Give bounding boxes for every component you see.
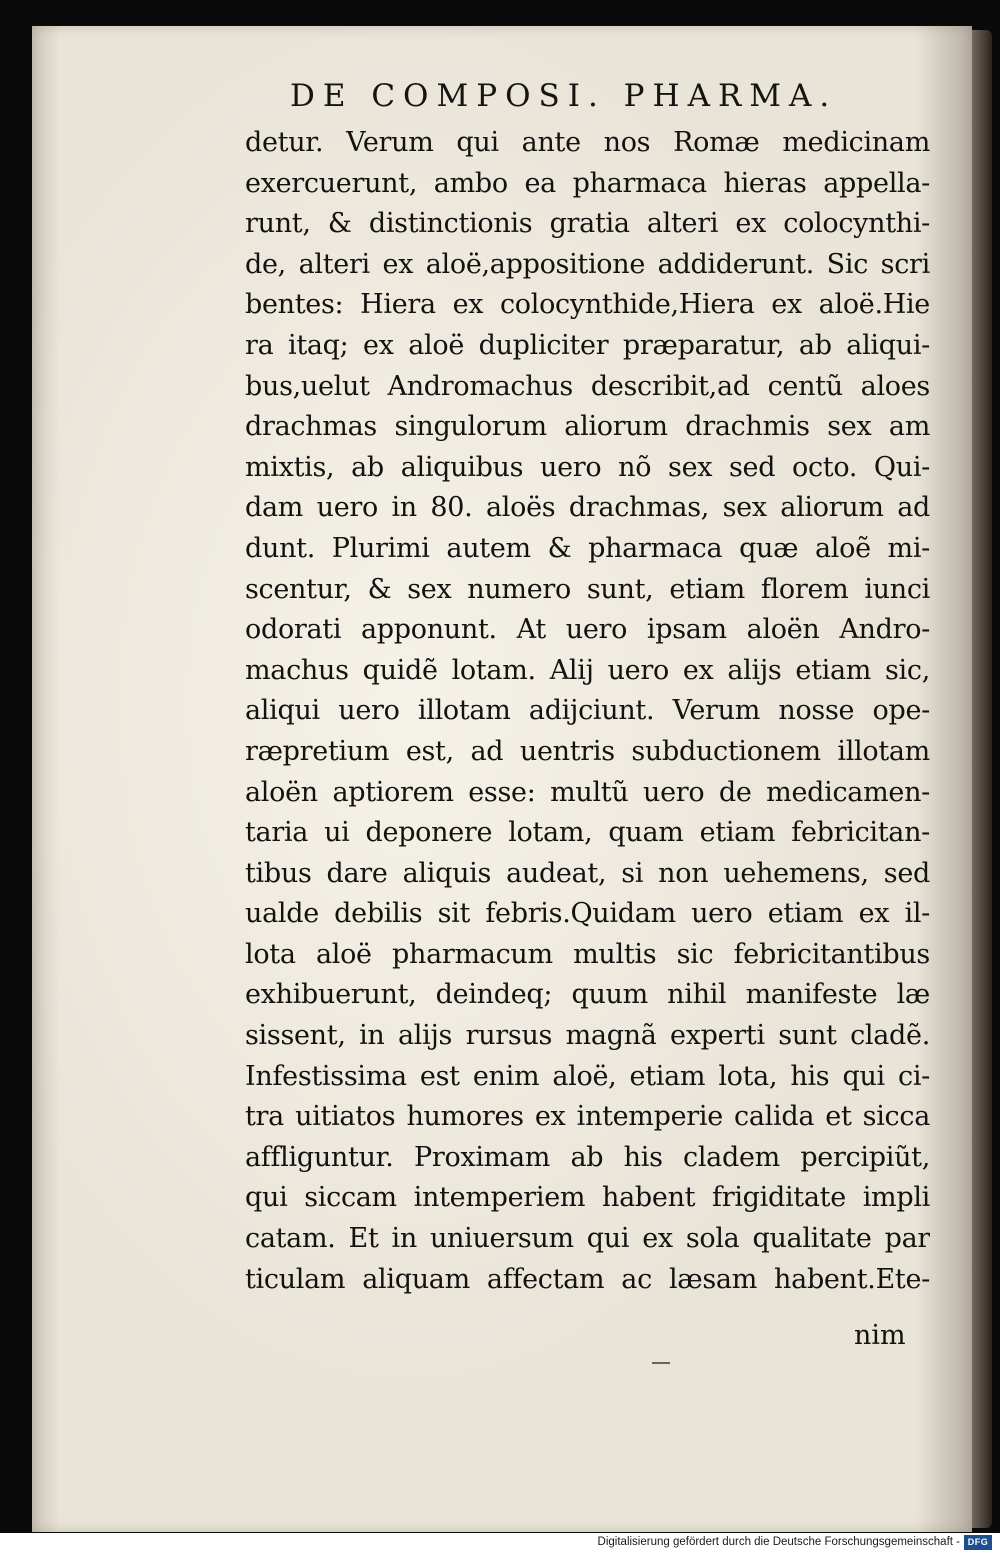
text-line: aliqui uero illotam adijciunt. Verum nosse ope- (245, 695, 930, 727)
text-line: scentur, & sex numero sunt, etiam florem iunci (245, 573, 930, 605)
text-line: exercuerunt, ambo ea pharmaca hieras appella- (245, 167, 930, 199)
text-line: ualde debilis sit febris.Quidam uero etiam ex il- (245, 898, 930, 930)
text-line: qui siccam intemperiem habent frigiditate impli (245, 1182, 930, 1214)
dfg-logo[interactable]: DFG (964, 1535, 992, 1550)
funding-credit-text: Digitalisierung gefördert durch die Deutsche Forschungsgemeinschaft (597, 1536, 953, 1548)
text-line: tra uitiatos humores ex intemperie calida et sicca (245, 1101, 930, 1133)
text-line: exhibuerunt, deindeq; quum nihil manifeste læ (245, 979, 930, 1011)
text-line: lota aloë pharmacum multis sic febricitantibus (245, 938, 930, 970)
funding-credit (598, 1536, 960, 1548)
text-line: tibus dare aliquis audeat, si non uehemens, sed (245, 857, 930, 889)
text-line: dam uero in 80. aloës drachmas, sex aliorum ad (245, 492, 930, 524)
text-line: taria ui deponere lotam, quam etiam febricitan- (245, 817, 930, 849)
text-line: ra itaq; ex aloë dupliciter præparatur, ab aliqui- (245, 329, 930, 361)
text-line: mixtis, ab aliquibus uero nõ sex sed octo. Qui- (245, 451, 930, 483)
text-line: de, alteri ex aloë,appositione addiderunt. Sic scri (245, 248, 930, 280)
text-line: detur. Verum qui ante nos Romæ medicinam (245, 127, 930, 158)
running-head: DE COMPOSI. PHARMA. (290, 78, 838, 114)
text-line: machus quidẽ lotam. Alij uero ex alijs etiam sic, (245, 654, 930, 686)
body-text (245, 123, 930, 1300)
text-line: runt, & distinctionis gratia alteri ex colocynthi- (245, 208, 930, 240)
book-page (32, 26, 972, 1532)
text-line: catam. Et in uniuersum qui ex sola qualitate par (245, 1223, 930, 1255)
text-line: aloën aptiorem esse: multũ uero de medicamen- (245, 776, 930, 808)
text-line: Infestissima est enim aloë, etiam lota, his qui ci- (245, 1060, 930, 1092)
ink-smudge (652, 1362, 670, 1364)
catchword: nim (854, 1320, 906, 1351)
credit-separator: - (952, 1536, 960, 1548)
text-line: affliguntur. Proximam ab his cladem percipiũt, (245, 1141, 930, 1173)
text-line: drachmas singulorum aliorum drachmis sex am (245, 411, 930, 443)
footer-bar (0, 1533, 1000, 1553)
text-line: bentes: Hiera ex colocynthide,Hiera ex aloë.Hie (245, 289, 930, 321)
text-line: bus,uelut Andromachus describit,ad centũ aloes (245, 370, 930, 402)
text-line: sissent, in alijs rursus magnã experti sunt cladẽ. (245, 1020, 930, 1052)
text-line: odorati apponunt. At uero ipsam aloën Andro- (245, 614, 930, 646)
text-line: ticulam aliquam affectam ac læsam habent.Ete- (245, 1263, 930, 1295)
text-line: dunt. Plurimi autem & pharmaca quæ aloẽ mi- (245, 532, 930, 564)
text-line: ræpretium est, ad uentris subductionem illotam (245, 735, 930, 767)
